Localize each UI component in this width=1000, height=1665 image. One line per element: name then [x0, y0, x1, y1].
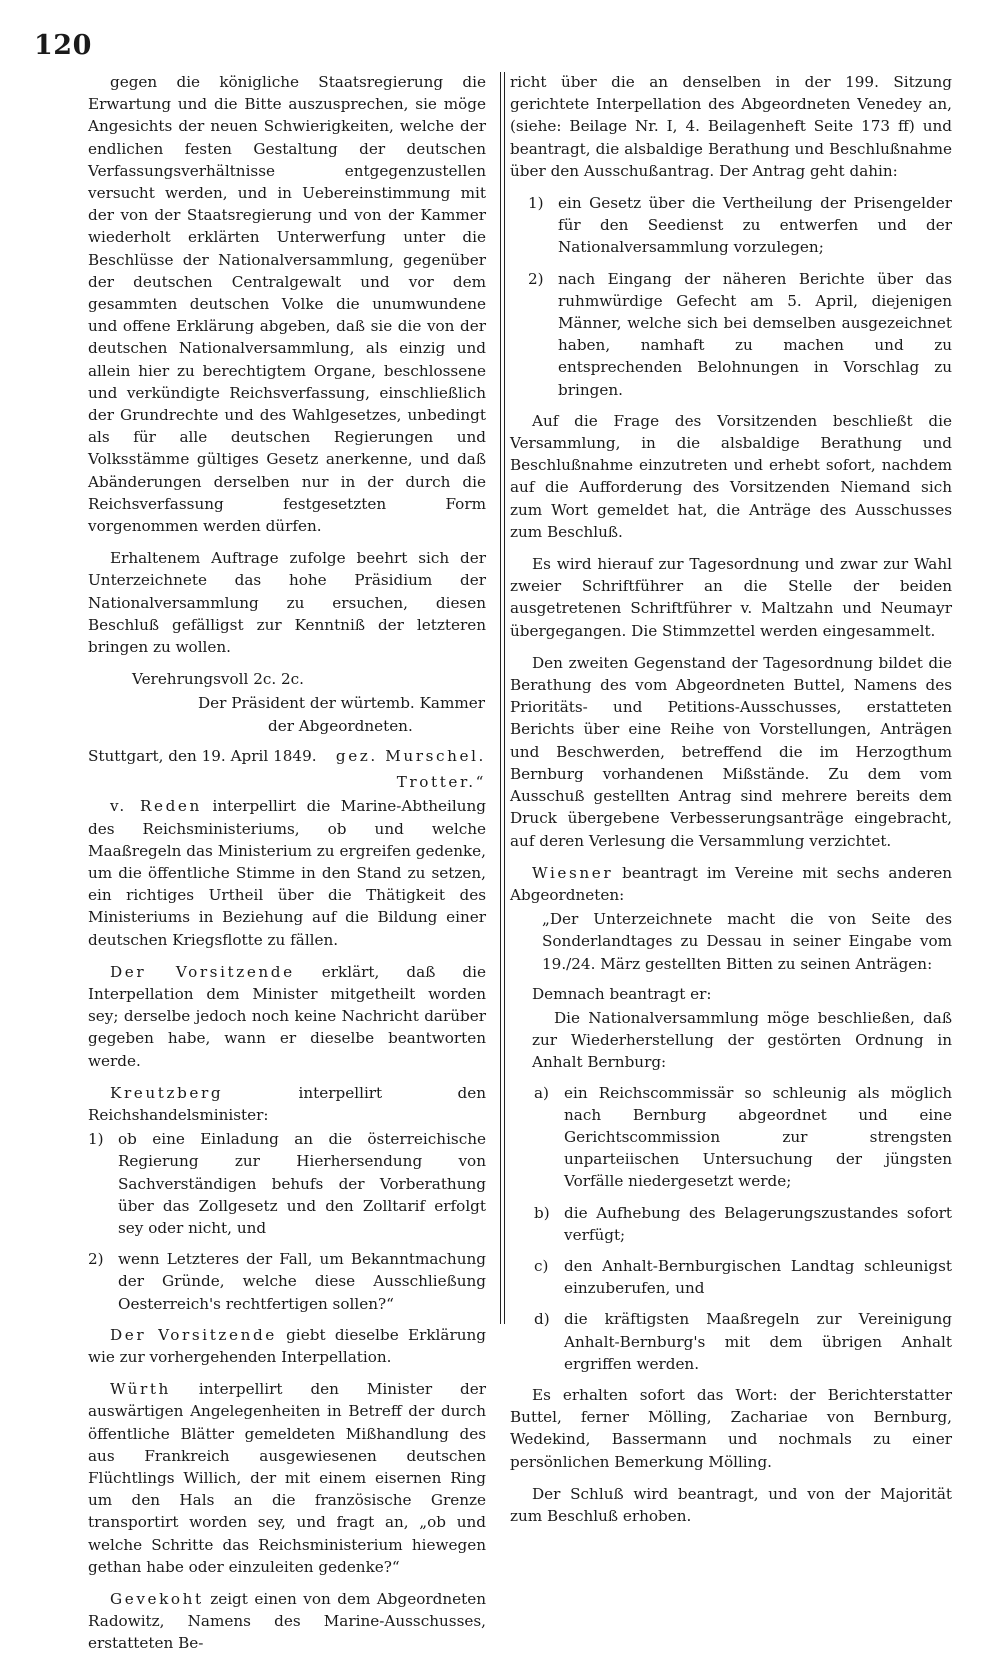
auftrag-paragraph: Erhaltenem Auftrage zufolge beehrt sich der Unterzeichnete das hohe Präsidium der Nationalversammlung zu ersuchen, diesen Beschluß gefälligst zur Kenntniß der letzteren bringen zu wollen. — [88, 549, 486, 657]
verehrung-line: Verehrungsvoll 2c. 2c. — [132, 670, 305, 689]
praesident-block — [198, 692, 486, 736]
wiesner-quote: „Der Unterzeichnete macht die von Seite des Sonderlandtages zu Dessau in seiner Eingabe vom 19./24. März gestellten Bitten zu seinen Anträgen: — [542, 910, 952, 973]
tagesordnung-paragraph: Es wird hierauf zur Tagesordnung und zwar zur Wahl zweier Schriftführer an die Stelle der beiden ausgetretenen Schriftführer v. Maltzahn und Neumayr übergegangen. Die Stimmzettel werden eingesammelt. — [510, 555, 952, 640]
signature-murschel: gez. Murschel. — [335, 746, 486, 765]
speaker-wiesner: Wiesner — [532, 863, 614, 882]
item-label: d) — [534, 1310, 550, 1329]
beschliessen-paragraph: Die Nationalversammlung möge beschließen, daß zur Wiederherstellung der gestörten Ordnung in Anhalt Bernburg: — [532, 1008, 952, 1072]
antrag-item-2 — [510, 268, 952, 401]
kreutzberg-item-2 — [88, 1248, 486, 1315]
speaker-vorsitzende: Der Vorsitzende — [110, 962, 295, 981]
item-label: 1) — [88, 1130, 104, 1149]
schluss-paragraph: Der Schluß wird beantragt, und von der Majorität zum Beschluß erhoben. — [510, 1484, 952, 1525]
item-label: 2) — [88, 1250, 104, 1269]
antrag-item-1 — [510, 192, 952, 259]
item-text: wenn Letzteres der Fall, um Bekanntmachung der Gründe, welche diese Ausschließung Oesterreich's rechtfertigen sollen?“ — [118, 1250, 486, 1313]
wuerth-text: interpellirt den Minister der auswärtigen Angelegenheiten in Betreff der durch öffentliche Blätter gemeldeten Mißhandlung des aus Frankreich ausgewiesenen deutschen Flüchtlings Willich, der mit einem eisernen Ring um den Hals an die französische Grenze transportirt worden sey, und fragt an, „ob und welche Schritte das Reichsministerium hiewegen gethan habe oder einzuleiten gedenke?“ — [88, 1380, 486, 1576]
wiesner-paragraph — [510, 862, 952, 906]
praesident-line-1: Der Präsident der würtemb. Kammer — [198, 694, 486, 713]
kreutzberg-text: interpellirt den Reichshandelsminister: — [88, 1083, 486, 1124]
zweiter-gegenstand-paragraph: Den zweiten Gegenstand der Tagesordnung bildet die Berathung des vom Abgeordneten Buttel, Namens des Prioritäts- und Petitions-Ausschusses, erstatteten Berichts über eine Reihe von Vorstellungen, Anträgen und Beschwerden, betreffend die im Herzogthum Bernburg vorhandenen Mißstände. Zu dem vom Ausschuß gestellten Antrag sind mehrere bereits dem Druck übergebene Verbesserungsanträge eingebracht, auf deren Verlesung die Versammlung verzichtet. — [510, 653, 952, 850]
speaker-gevekoht: Gevekoht — [110, 1590, 204, 1608]
wuerth-paragraph — [88, 1378, 486, 1578]
antrag-item-c — [510, 1255, 952, 1299]
vorsitzende-paragraph — [88, 961, 486, 1072]
left-column — [88, 71, 486, 1665]
speaker-reden: v. Reden — [110, 797, 202, 816]
frage-paragraph: Auf die Frage des Vorsitzenden beschließt die Versammlung, in die alsbaldige Berathung und Beschlußnahme einzutreten und erhebt sofort, nachdem auf die Aufforderung des Vorsitzenden Niemand sich zum Wort gemeldet hat, die Anträge des Ausschusses zum Beschluß. — [510, 411, 952, 541]
item-label: 1) — [528, 194, 544, 213]
item-text: nach Eingang der näheren Berichte über das ruhmwürdige Gefecht am 5. April, diejenigen Männer, welche sich bei demselben ausgezeichnet haben, namhaft zu machen und zu entsprechenden Belohnungen in Vorschlag zu bringen. — [558, 269, 952, 399]
kreutzberg-paragraph — [88, 1082, 486, 1126]
gevekoht-paragraph — [88, 1588, 486, 1655]
place-date: Stuttgart, den 19. April 1849. — [88, 746, 317, 765]
bericht-continuation: richt über die an denselben in der 199. Sitzung gerichtete Interpellation des Abgeordneten Venedey an, (siehe: Beilage Nr. I, 4. Beilagenheft Seite 173 ff) und beantragt, die alsbaldige Berathung und Beschlußnahme über den Ausschußantrag. Der Antrag geht dahin: — [510, 73, 952, 180]
item-text: die kräftigsten Maaßregeln zur Vereinigung Anhalt-Bernburg's mit dem übrigen Anhalt ergriffen werden. — [564, 1310, 952, 1373]
reden-paragraph — [88, 795, 486, 950]
item-text: ob eine Einladung an die österreichische Regierung zur Hierhersendung von Sachverständigen behufs der Vorberathung über das Zollgesetz und den Zolltarif erfolgt sey oder nicht, und — [118, 1130, 486, 1237]
item-label: a) — [534, 1083, 549, 1102]
gevekoht-text: zeigt einen von dem Abgeordneten Radowitz, Namens des Marine-Ausschusses, erstatteten Be- — [88, 1590, 486, 1653]
signature-row — [88, 745, 486, 767]
vorsitzende-text: erklärt, daß die Interpellation dem Minister mitgetheilt worden sey; derselbe jedoch noch keine Nachricht darüber gegeben habe, wann er dieselbe beantworten werde. — [88, 962, 486, 1070]
speaker-kreutzberg: Kreutzberg — [110, 1083, 224, 1102]
right-column — [510, 71, 952, 1537]
demnach-line: Demnach beantragt er: — [532, 984, 712, 1003]
speaker-wuerth: Würth — [110, 1380, 171, 1399]
item-text: den Anhalt-Bernburgischen Landtag schleunigst einzuberufen, und — [564, 1256, 952, 1298]
antrag-item-a — [510, 1082, 952, 1193]
page-number: 120 — [34, 30, 92, 61]
item-label: b) — [534, 1203, 550, 1222]
resolution-continuation: gegen die königliche Staatsregierung die Erwartung und die Bitte auszusprechen, sie möge Angesichts der neuen Schwierigkeiten, welche der endlichen festen Gestaltung der deutschen Verfassungsverhältnisse entgegenzustellen versucht werden, und in Uebereinstimmung mit der von der Staatsregierung und von der Kammer wiederholt erklärten Unterwerfung unter die Beschlüsse der Nationalversammlung, gegenüber der deutschen Centralgewalt und vor dem gesammten deutschen Volke die unumwundene und offene Erklärung abgeben, daß sie die von der deutschen Nationalversammlung, als einzig und allein hier zu berechtigtem Organe, beschlossene und verkündigte Reichsverfassung, einschließlich der Grundrechte und des Wahlgesetzes, unbedingt als für alle deutschen Regierungen und Volksstämme gültiges Gesetz anerkenne, und daß Abänderungen derselben nur in der durch die Reichsverfassung festgesetzten Form vorgenommen werden dürfen. — [88, 73, 486, 536]
item-text: ein Reichscommissär so schleunig als möglich nach Bernburg abgeordnet und eine Gerichtscommission zur strengsten unparteiischen Untersuchung der jüngsten Vorfälle niedergesetzt werde; — [564, 1083, 952, 1191]
wort-paragraph: Es erhalten sofort das Wort: der Berichterstatter Buttel, ferner Mölling, Zachariae von Bernburg, Wedekind, Bassermann und nochmals zu einer persönlichen Bemerkung Mölling. — [510, 1385, 952, 1471]
speaker-vorsitzende-2: Der Vorsitzende — [110, 1325, 277, 1344]
vorsitzende-2-paragraph — [88, 1324, 486, 1368]
signature-trotter: Trotter.“ — [396, 773, 486, 792]
reden-text: interpellirt die Marine-Abtheilung des Reichsministeriums, ob und welche Maaßregeln das Ministerium zu ergreifen gedenke, um die öffentliche Stimme in den Stand zu setzen, ein richtiges Urtheil über die Thätigkeit des Ministeriums in Beziehung auf die Bildung einer deutschen Kriegsflotte zu fällen. — [88, 797, 486, 949]
praesident-line-2: der Abgeordneten. — [268, 716, 413, 735]
item-text: die Aufhebung des Belagerungszustandes sofort verfügt; — [564, 1203, 952, 1244]
kreutzberg-item-1 — [88, 1128, 486, 1239]
item-label: 2) — [528, 269, 544, 288]
item-text: ein Gesetz über die Vertheilung der Prisengelder für den Seedienst zu entwerfen und der Nationalversammlung vorzulegen; — [558, 194, 952, 257]
antrag-item-b — [510, 1202, 952, 1246]
item-label: c) — [534, 1256, 549, 1275]
wiesner-text: beantragt im Vereine mit sechs anderen Abgeordneten: — [510, 863, 952, 904]
vorsitzende-2-text: giebt dieselbe Erklärung wie zur vorhergehenden Interpellation. — [88, 1325, 486, 1366]
column-rule — [500, 72, 505, 1324]
